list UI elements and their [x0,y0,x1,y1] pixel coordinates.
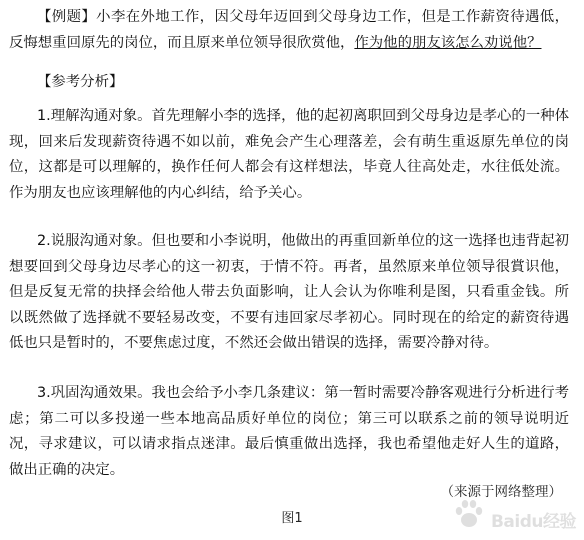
example-question [9,5,569,56]
example-label: 【例题】 [37,9,97,25]
analysis-heading: 【参考分析】 [37,74,124,90]
example-text: 小李在外地工作，因父母年迈回到父母身边工作，但是工作薪资待遇低，反悔想重回原先的岗位，而且原来单位领导很欣赏他， [9,9,569,51]
figure-caption: 图1 [281,511,303,526]
source-note: （来源于网络整理） [440,484,562,500]
analysis-point-1: 1.理解沟通对象。首先理解小李的选择，他的起初离职回到父母身边是孝心的一种体现，回来后发现薪资待遇不如以前，难免会产生心理落差，会有萌生重返原先单位的岗位，这都是可以理解的，换作任何人都会有这样想法，毕竟人往高处走，水往低处流。作为朋友也应该理解他的内心纠结，给予关心。 [9,108,569,201]
analysis-point-2: 2.说服沟通对象。但也要和小李说明，他做出的再重回新单位的这一选择也违背起初想要回到父母身边尽孝心的这一初衷，于情不符。再者，虽然原来单位领导很賞识他，但是反复无常的抉择会给他人带去负面影响，让人会认为你唯利是图，只看重金钱。所以既然做了选择就不要轻易改变，不要有违回家尽孝初心。同时现在的给定的薪资待遇低也只是暂时的，不要焦虑过度，不然还会做出错误的选择，需要冷静对待。 [9,233,569,352]
analysis-point-3: 3.巩固沟通效果。我也会给予小李几条建议：第一暂时需要冷静客观进行分析进行考虑；第二可以多投递一些本地高品质好单位的岗位；第三可以联系之前的领导说明近况，寻求建议，可以请求指点迷津。最后慎重做出选择，我也希望他走好人生的道路，做出正确的决定。 [9,385,569,478]
example-question-underlined: 作为他的朋友该怎么劝说他？ [354,34,542,51]
watermark-text: Baidu经验 [490,512,576,532]
